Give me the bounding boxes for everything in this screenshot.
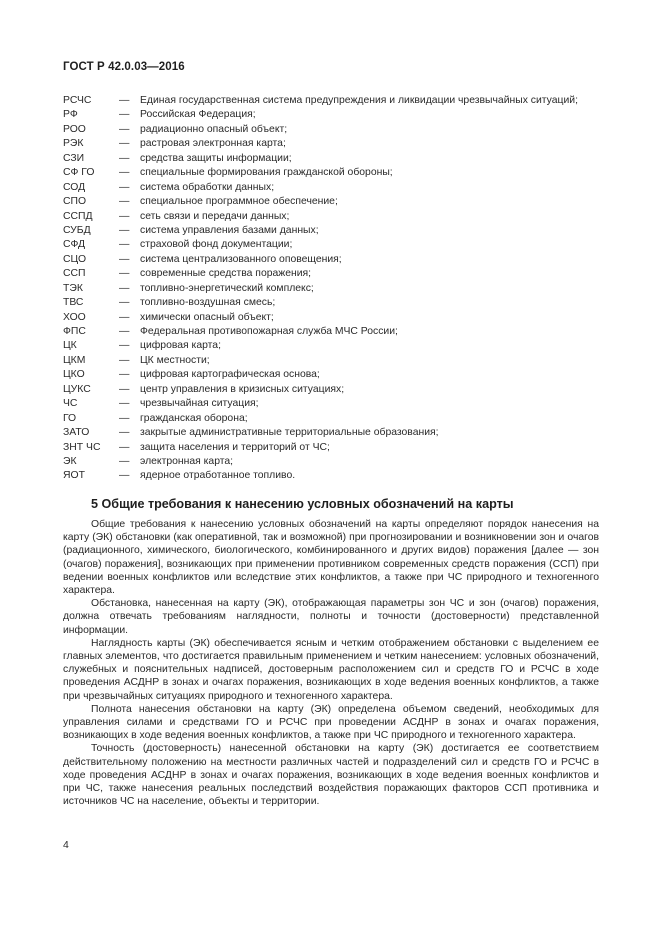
section-body bbox=[63, 518, 599, 808]
abbreviation-term: СФ ГО bbox=[63, 167, 95, 179]
abbreviation-item bbox=[63, 296, 603, 310]
abbreviation-definition: цифровая картографическая основа; bbox=[140, 369, 320, 381]
abbreviation-dash: — bbox=[119, 138, 130, 150]
abbreviation-dash: — bbox=[119, 441, 130, 453]
abbreviation-item bbox=[63, 224, 603, 238]
abbreviation-dash: — bbox=[119, 326, 130, 337]
abbreviation-dash: — bbox=[119, 470, 130, 482]
abbreviation-definition: страховой фонд документации; bbox=[140, 239, 293, 251]
abbreviation-definition: радиационно опасный объект; bbox=[140, 123, 288, 135]
abbreviation-item bbox=[63, 94, 603, 108]
abbreviation-dash: — bbox=[119, 109, 130, 121]
abbreviation-item bbox=[63, 166, 603, 180]
paragraph: Наглядность карты (ЭК) обеспечивается ясным и четким отображением обстановки с выделением ее главных элементов, что достигается правильным применением и четким нанесением: условных обозначений, служебных и пояснительных надписей, достоверным расположением сил и средств ГО и РСЧС в ходе проведения АСДНР в зонах и очагах поражения, возникающих в ходе ведения военных конфликтов, а также при чрезвычайных ситуациях природного и техногенного характера. bbox=[63, 637, 599, 702]
abbreviation-term: СФД bbox=[63, 239, 86, 251]
abbreviation-definition: специальные формирования гражданской обороны; bbox=[140, 167, 393, 179]
abbreviation-term: ТВС bbox=[63, 297, 84, 309]
abbreviation-dash: — bbox=[119, 412, 130, 424]
abbreviation-term: РЭК bbox=[63, 138, 84, 150]
abbreviation-definition: система централизованного оповещения; bbox=[140, 253, 342, 265]
abbreviation-dash: — bbox=[119, 210, 130, 222]
abbreviation-dash: — bbox=[119, 181, 130, 193]
abbreviation-definition: система управления базами данных; bbox=[140, 224, 319, 236]
paragraph: Полнота нанесения обстановки на карту (ЭК) определена объемом сведений, необходимых для управления силами и средствами ГО и РСЧС при проведении АСДНР в зонах и очагах поражения, возникающих в ходе ведения военных конфликтов, а также при ЧС природного и техногенного характера. bbox=[63, 703, 599, 742]
abbreviation-term: ЯОТ bbox=[63, 470, 85, 482]
abbreviation-term: ХОО bbox=[63, 311, 86, 323]
abbreviation-item bbox=[63, 181, 603, 195]
abbreviation-definition: химически опасный объект; bbox=[140, 311, 274, 323]
abbreviation-dash: — bbox=[119, 311, 130, 323]
page-number: 4 bbox=[63, 840, 69, 851]
abbreviation-definition: Единая государственная система предупреждения и ликвидации чрезвычайных ситуаций; bbox=[140, 95, 578, 106]
abbreviation-definition: ядерное отработанное топливо. bbox=[140, 470, 296, 482]
abbreviation-term: РФ bbox=[63, 109, 78, 121]
abbreviation-item bbox=[63, 195, 603, 209]
abbreviation-definition: защита населения и территорий от ЧС; bbox=[140, 441, 330, 453]
abbreviation-dash: — bbox=[119, 239, 130, 251]
abbreviation-definition: центр управления в кризисных ситуациях; bbox=[140, 383, 345, 395]
abbreviation-term: РСЧС bbox=[63, 95, 92, 106]
abbreviation-definition: Федеральная противопожарная служба МЧС России; bbox=[140, 326, 398, 337]
abbreviation-dash: — bbox=[119, 152, 130, 164]
abbreviation-item bbox=[63, 282, 603, 296]
abbreviation-definition: ЦК местности; bbox=[140, 354, 210, 366]
abbreviation-term: ССП bbox=[63, 268, 86, 280]
abbreviation-item bbox=[63, 210, 603, 224]
abbreviation-item bbox=[63, 238, 603, 252]
abbreviation-definition: гражданская оборона; bbox=[140, 412, 248, 424]
document-header: ГОСТ Р 42.0.03—2016 bbox=[63, 61, 185, 73]
abbreviation-term: СОД bbox=[63, 181, 86, 193]
abbreviation-item bbox=[63, 311, 603, 325]
abbreviation-term: ЦКМ bbox=[63, 354, 86, 366]
abbreviation-definition: чрезвычайная ситуация; bbox=[140, 398, 259, 410]
abbreviation-dash: — bbox=[119, 268, 130, 280]
abbreviation-item bbox=[63, 253, 603, 267]
abbreviation-dash: — bbox=[119, 224, 130, 236]
abbreviation-definition: средства защиты информации; bbox=[140, 152, 292, 164]
abbreviation-term: ЗНТ ЧС bbox=[63, 441, 101, 453]
abbreviation-item bbox=[63, 267, 603, 281]
abbreviation-dash: — bbox=[119, 455, 130, 467]
paragraph: Обстановка, нанесенная на карту (ЭК), отображающая параметры зон ЧС и зон (очагов) поражения, должна отвечать требованиям наглядности, полноты и точности (достоверности) представленной информации. bbox=[63, 598, 599, 636]
abbreviation-item bbox=[63, 455, 603, 469]
abbreviation-definition: современные средства поражения; bbox=[140, 268, 312, 280]
abbreviation-dash: — bbox=[119, 369, 130, 381]
abbreviation-definition: топливно-энергетический комплекс; bbox=[140, 282, 314, 294]
abbreviation-item bbox=[63, 397, 603, 411]
abbreviation-item bbox=[63, 426, 603, 440]
abbreviation-definition: топливно-воздушная смесь; bbox=[140, 297, 276, 309]
paragraph: Общие требования к нанесению условных обозначений на карты определяют порядок нанесения на карту (ЭК) обстановки (как оперативной, так и возможной) при прогнозировании и возникновении зон и очагов (радиационного, химического, биологического, комбинированного и других видов) поражения [далее — зон (очагов) поражения], возникающих при применении противником современных средств поражения (ССП) при ведении военных конфликтов или вследствие этих конфликтов, а также при ЧС природного и техногенного характера. bbox=[63, 519, 599, 597]
abbreviation-dash: — bbox=[119, 282, 130, 294]
abbreviation-term: СУБД bbox=[63, 224, 91, 236]
abbreviation-item bbox=[63, 339, 603, 353]
abbreviation-definition: растровая электронная карта; bbox=[140, 138, 286, 150]
abbreviation-term: ЦК bbox=[63, 340, 77, 352]
abbreviation-definition: система обработки данных; bbox=[140, 181, 275, 193]
abbreviation-term: СЦО bbox=[63, 253, 87, 265]
abbreviation-definition: сеть связи и передачи данных; bbox=[140, 210, 290, 222]
abbreviation-item bbox=[63, 383, 603, 397]
abbreviation-item bbox=[63, 108, 603, 122]
abbreviation-dash: — bbox=[119, 383, 130, 395]
abbreviation-dash: — bbox=[119, 340, 130, 352]
abbreviation-item bbox=[63, 325, 603, 339]
abbreviation-list bbox=[63, 94, 603, 484]
abbreviation-item bbox=[63, 412, 603, 426]
abbreviation-term: ГО bbox=[63, 412, 77, 424]
paragraph: Точность (достоверность) нанесенной обстановки на карту (ЭК) достигается ее соответствием действительному положению на местности различных частей и подразделений сил и средств ГО и РСЧС в ходе проведения АСДНР в зонах и очагах поражения, возникающих в ходе ведения военных конфликтов и при ЧС, также нанесения реальных последствий воздействия поражающих факторов ССП противника и источников ЧС на население, объекты и территории. bbox=[63, 743, 599, 808]
abbreviation-item bbox=[63, 354, 603, 368]
abbreviation-term: ССПД bbox=[63, 210, 93, 222]
abbreviation-item bbox=[63, 137, 603, 151]
abbreviation-definition: закрытые административные территориальные образования; bbox=[140, 427, 439, 439]
abbreviation-dash: — bbox=[119, 354, 130, 366]
abbreviation-term: СПО bbox=[63, 196, 87, 208]
abbreviation-item bbox=[63, 368, 603, 382]
abbreviation-term: ФПС bbox=[63, 326, 86, 337]
abbreviation-dash: — bbox=[119, 167, 130, 179]
abbreviation-definition: Российская Федерация; bbox=[140, 109, 256, 121]
abbreviation-term: ЗАТО bbox=[63, 427, 90, 439]
abbreviation-definition: специальное программное обеспечение; bbox=[140, 196, 338, 208]
abbreviation-dash: — bbox=[119, 398, 130, 410]
abbreviation-item bbox=[63, 152, 603, 166]
abbreviation-term: ЦКО bbox=[63, 369, 85, 381]
abbreviation-dash: — bbox=[119, 253, 130, 265]
abbreviation-dash: — bbox=[119, 427, 130, 439]
abbreviation-item bbox=[63, 441, 603, 455]
section-heading: 5 Общие требования к нанесению условных обозначений на карты bbox=[91, 497, 514, 511]
abbreviation-term: СЗИ bbox=[63, 152, 85, 164]
abbreviation-term: ТЭК bbox=[63, 282, 83, 294]
abbreviation-definition: цифровая карта; bbox=[140, 340, 221, 352]
abbreviation-dash: — bbox=[119, 123, 130, 135]
abbreviation-term: РОО bbox=[63, 123, 86, 135]
abbreviation-dash: — bbox=[119, 297, 130, 309]
abbreviation-item bbox=[63, 123, 603, 137]
abbreviation-dash: — bbox=[119, 196, 130, 208]
abbreviation-term: ЦУКС bbox=[63, 383, 91, 395]
abbreviation-definition: электронная карта; bbox=[140, 455, 234, 467]
abbreviation-dash: — bbox=[119, 95, 130, 106]
abbreviation-term: ЧС bbox=[63, 398, 78, 410]
abbreviation-item bbox=[63, 469, 603, 483]
abbreviation-term: ЭК bbox=[63, 455, 77, 467]
